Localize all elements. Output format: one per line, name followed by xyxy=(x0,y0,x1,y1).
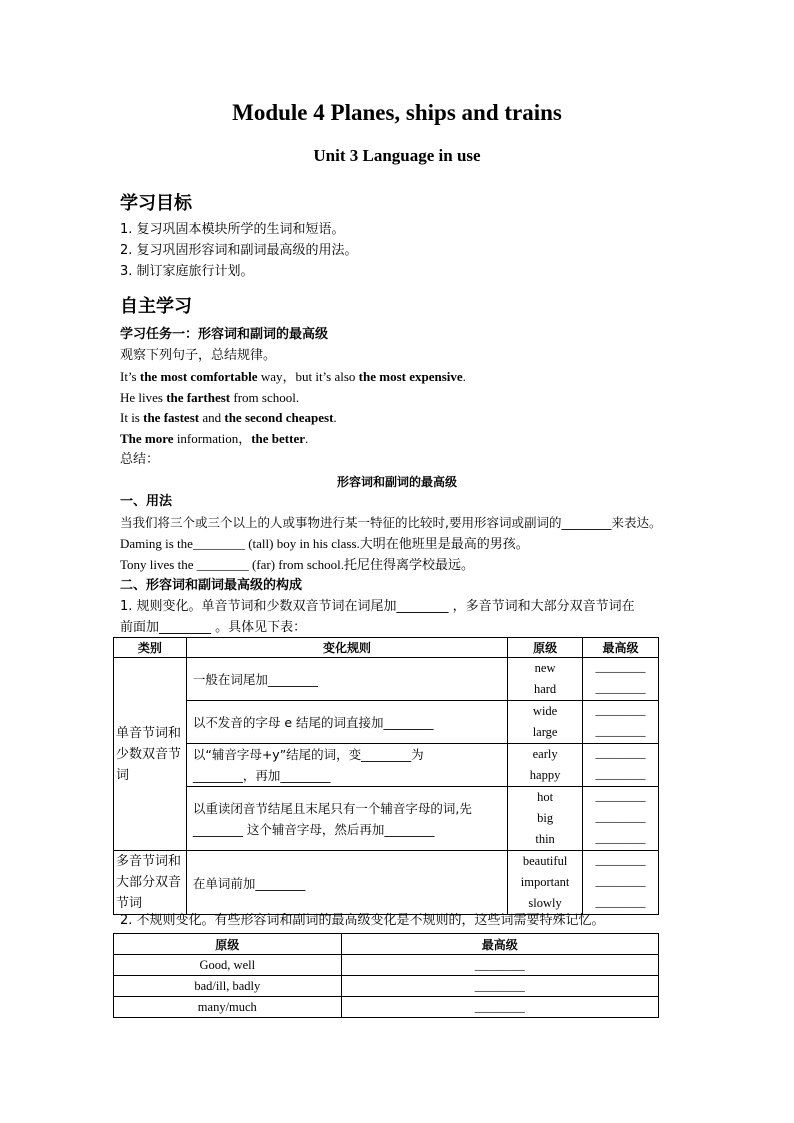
module-title: Module 4 Planes, ships and trains xyxy=(232,100,562,125)
self-study-heading: 自主学习 xyxy=(120,296,192,317)
s3-c: and xyxy=(199,410,225,425)
word: early xyxy=(532,747,558,761)
answer-blank[interactable]: ________ xyxy=(595,789,646,803)
table-row xyxy=(114,787,659,851)
learning-goals-heading: 学习目标 xyxy=(120,193,192,214)
answer-blank[interactable]: ________ xyxy=(595,810,646,824)
s2-a: He lives xyxy=(120,390,167,405)
s1-b: the most comfortable xyxy=(139,369,258,384)
goal-item-3: 3. 制订家庭旅行计划。 xyxy=(120,264,254,279)
answer-cell[interactable] xyxy=(583,744,659,787)
example-sentence-2 xyxy=(120,389,299,407)
answer-cell[interactable] xyxy=(583,658,659,701)
rule-line-b: ________，再加________ xyxy=(192,768,331,783)
words-cell xyxy=(508,658,583,701)
answer-blank[interactable]: ________ xyxy=(341,997,658,1018)
s4-d: . xyxy=(304,431,309,446)
usage-heading: 一、用法 xyxy=(120,494,173,509)
word: hot xyxy=(537,790,554,804)
daming-d: 大明在他班里是最高的男孩。 xyxy=(359,537,529,552)
category-cell-single: 单音节词和少数双音节词 xyxy=(114,658,187,851)
irregular-table xyxy=(113,933,659,1018)
answer-blank[interactable]: ________ xyxy=(595,703,646,717)
rule-line-a: 以“辅音字母+y”结尾的词，变________为 xyxy=(192,747,424,762)
answer-blank[interactable]: ________ xyxy=(341,955,658,976)
word: beautiful xyxy=(522,854,568,868)
daming-a: Daming is the xyxy=(120,536,193,551)
word: new xyxy=(534,661,556,675)
word: big xyxy=(537,811,554,825)
rule-line-b: ________ 这个辅音字母，然后再加________ xyxy=(192,821,435,837)
usage-line xyxy=(120,514,662,532)
header-superlative: 最高级 xyxy=(341,934,658,955)
example-sentence-1 xyxy=(120,368,466,386)
tony-c: (far) from school. xyxy=(248,557,345,572)
header-base: 原级 xyxy=(508,638,583,658)
table-header-row xyxy=(114,638,659,658)
rule1-c: ，多音节词和大部分双音节词在 xyxy=(448,599,635,614)
answer-cell[interactable] xyxy=(583,851,659,915)
answer-blank[interactable]: ________ xyxy=(595,895,646,909)
s1-a: It’s xyxy=(120,369,140,384)
header-base: 原级 xyxy=(114,934,342,955)
answer-blank[interactable]: ________ xyxy=(595,853,646,867)
answer-blank[interactable]: ________ xyxy=(595,724,646,738)
word: wide xyxy=(532,704,558,718)
example-sentence-4 xyxy=(120,430,308,448)
s3-b: the fastest xyxy=(143,410,200,425)
rule-cell: 一般在词尾加________ xyxy=(186,658,507,701)
rule-cell: 以不发音的字母 e 结尾的词直接加________ xyxy=(186,701,507,744)
s1-e: . xyxy=(462,369,466,384)
rule-1-line xyxy=(120,598,635,616)
answer-cell[interactable] xyxy=(583,701,659,744)
tony-d: 托尼住得离学校最远。 xyxy=(344,558,475,573)
unit-title: Unit 3 Language in use xyxy=(313,146,481,165)
word: large xyxy=(532,725,558,739)
answer-blank[interactable]: ________ xyxy=(595,660,646,674)
s4-c: the better xyxy=(251,431,305,446)
s2-c: from school. xyxy=(230,390,300,405)
instruction: 观察下列句子，总结规律。 xyxy=(120,348,277,363)
rule1b-a: 前面加 xyxy=(120,620,160,635)
base-word: bad/ill, badly xyxy=(114,976,342,997)
answer-cell[interactable] xyxy=(583,787,659,851)
table-row xyxy=(114,997,659,1018)
tony-a: Tony lives the xyxy=(120,557,197,572)
rule1b-c: 。具体见下表： xyxy=(211,620,307,635)
word: important xyxy=(520,875,570,889)
answer-blank[interactable]: ________ xyxy=(595,831,646,845)
words-cell xyxy=(508,787,583,851)
table-header-row xyxy=(114,934,659,955)
rule-cell xyxy=(186,787,507,851)
word: hard xyxy=(533,682,557,696)
daming-c: (tall) boy in his class. xyxy=(244,536,360,551)
s4-a: The more xyxy=(120,431,174,446)
words-cell xyxy=(508,744,583,787)
answer-blank[interactable]: ________ xyxy=(595,874,646,888)
rule-line-a: 以重读闭音节结尾且末尾只有一个辅音字母的词,先 xyxy=(192,800,472,816)
word: happy xyxy=(529,768,561,782)
rule-2-line: 2. 不规则变化。有些形容词和副词的最高级变化是不规则的，这些词需要特殊记忆。 xyxy=(120,913,605,928)
answer-blank[interactable]: ________ xyxy=(595,767,646,781)
table-row xyxy=(114,744,659,787)
header-rule: 变化规则 xyxy=(186,638,507,658)
regular-rules-table xyxy=(113,637,659,915)
goal-item-1: 1. 复习巩固本模块所学的生词和短语。 xyxy=(120,222,345,237)
words-cell xyxy=(508,701,583,744)
superlative-title: 形容词和副词的最高级 xyxy=(336,475,457,489)
s1-c: way，but it’s also xyxy=(257,369,359,384)
s2-b: the farthest xyxy=(166,390,231,405)
word: slowly xyxy=(528,896,562,910)
rule1-a: 1. 规则变化。单音节词和少数双音节词在词尾加 xyxy=(120,599,397,614)
table-row xyxy=(114,701,659,744)
answer-blank[interactable]: ________ xyxy=(595,746,646,760)
rule1b-blank[interactable]: ________ xyxy=(159,620,212,635)
table-row xyxy=(114,976,659,997)
table-row xyxy=(114,955,659,976)
usage-a: 当我们将三个或三个以上的人或事物进行某一特征的比较时,要用形容词或副词的 xyxy=(120,515,562,530)
usage-c: 来表达。 xyxy=(611,515,662,530)
s3-a: It is xyxy=(120,410,144,425)
tony-sentence xyxy=(120,556,474,575)
s3-d: the second cheapest xyxy=(224,410,334,425)
word: thin xyxy=(535,832,555,846)
header-category: 类别 xyxy=(114,638,187,658)
s3-e: . xyxy=(333,410,337,425)
answer-blank[interactable]: ________ xyxy=(341,976,658,997)
goal-item-2: 2. 复习巩固形容词和副词最高级的用法。 xyxy=(120,243,358,258)
category-cell-multi: 多音节词和大部分双音节词 xyxy=(114,851,187,915)
usage-blank[interactable]: ________ xyxy=(561,515,612,530)
daming-sentence xyxy=(120,535,529,554)
base-word: Good, well xyxy=(114,955,342,976)
header-superlative: 最高级 xyxy=(583,638,659,658)
rule-1-line-b xyxy=(120,619,306,637)
task-title: 学习任务一：形容词和副词的最高级 xyxy=(120,327,329,342)
words-cell xyxy=(508,851,583,915)
s4-b: information， xyxy=(173,431,252,446)
rule1-blank[interactable]: ________ xyxy=(396,599,449,614)
table-row xyxy=(114,658,659,701)
table-row xyxy=(114,851,659,915)
example-sentence-3 xyxy=(120,409,337,427)
daming-blank[interactable]: ________ xyxy=(192,536,245,551)
form-heading: 二、形容词和副词最高级的构成 xyxy=(120,578,303,593)
rule-cell xyxy=(186,744,507,787)
summary-label: 总结： xyxy=(120,452,160,467)
answer-blank[interactable]: ________ xyxy=(595,681,646,695)
s1-d: the most expensive xyxy=(358,369,463,384)
tony-blank[interactable]: ________ xyxy=(196,557,249,572)
rule-cell: 在单词前加________ xyxy=(186,851,507,915)
base-word: many/much xyxy=(114,997,342,1018)
